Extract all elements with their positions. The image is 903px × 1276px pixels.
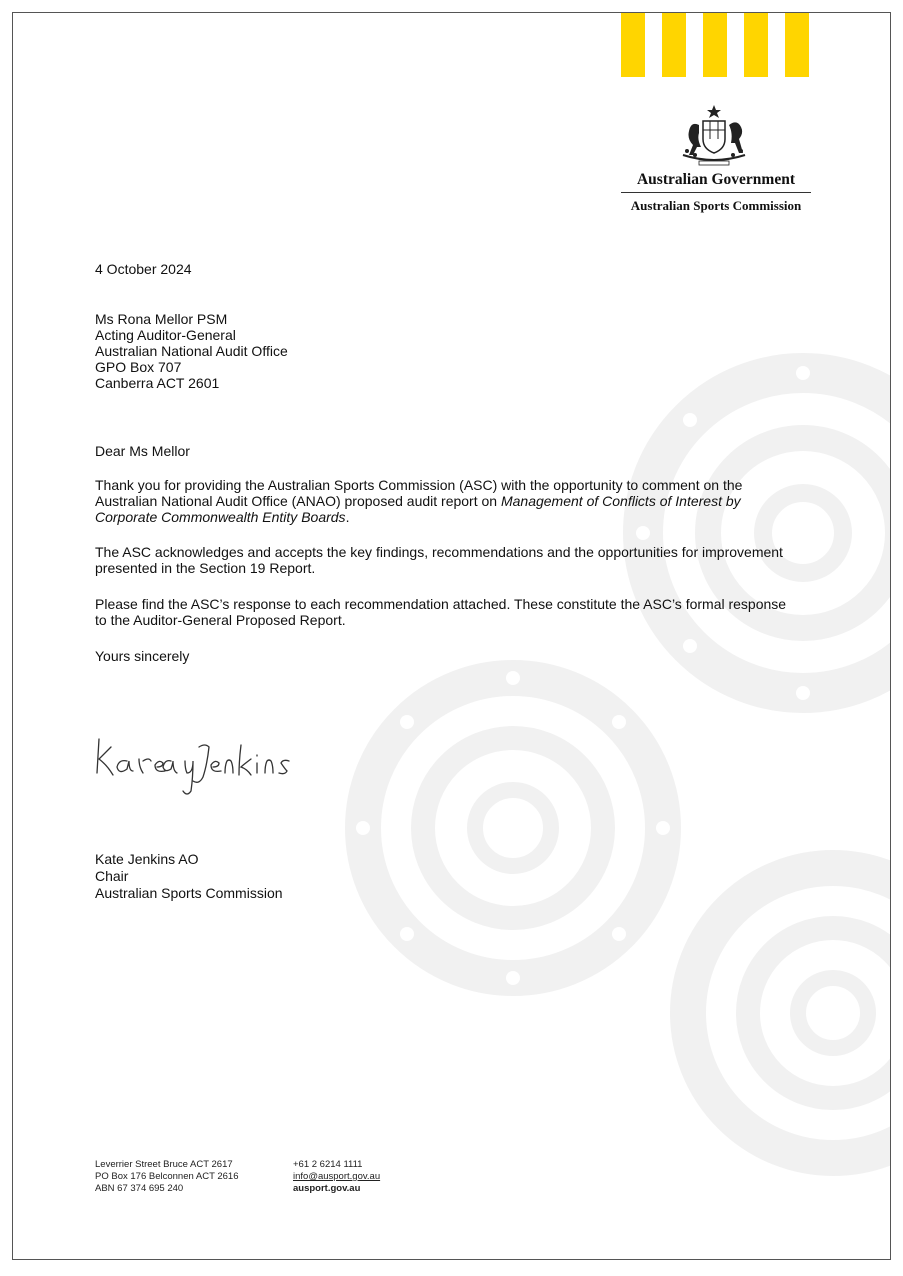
footer-po-box: PO Box 176 Belconnen ACT 2616: [95, 1171, 239, 1182]
recipient-po-box: GPO Box 707: [95, 359, 182, 375]
body-paragraph-1: [95, 477, 795, 525]
brand-stripe: [744, 13, 768, 77]
coat-of-arms-icon: [669, 103, 759, 171]
report-title: Management of Conflicts of Interest by Corporate Commonwealth Entity Boards: [95, 493, 741, 525]
footer-street: Leverrier Street Bruce ACT 2617: [95, 1159, 233, 1170]
recipient-name: Ms Rona Mellor PSM: [95, 311, 228, 327]
brand-stripe: [703, 13, 727, 77]
letter-page: [12, 12, 891, 1260]
recipient-title: Acting Auditor-General: [95, 327, 236, 343]
body-paragraph-2: The ASC acknowledges and accepts the key findings, recommendations and the opportunities for improvement presented in the Section 19 Report.: [95, 544, 783, 576]
footer-email-link[interactable]: info@ausport.gov.au: [293, 1171, 381, 1182]
signatory-name: Kate Jenkins AO: [95, 851, 199, 867]
recipient-city: Canberra ACT 2601: [95, 375, 220, 391]
paragraph-text: .: [345, 509, 350, 525]
footer-abn: ABN 67 374 695 240: [95, 1183, 184, 1194]
government-title: Australian Government: [636, 171, 795, 188]
salutation: Dear Ms Mellor: [95, 443, 190, 459]
body-paragraph-3: Please find the ASC’s response to each recommendation attached. These constitute the ASC’s formal response to the Auditor-General Proposed Report.: [95, 596, 787, 628]
brand-stripes: [621, 13, 811, 77]
footer-phone: +61 2 6214 1111: [293, 1159, 363, 1170]
signatory-title: Chair: [95, 868, 129, 884]
closing: Yours sincerely: [95, 648, 190, 664]
footer-address: [95, 1159, 238, 1195]
footer-contact: [293, 1159, 380, 1195]
agency-name: Australian Sports Commission: [630, 198, 802, 213]
paragraph-text: Thank you for providing the Australian Sports Commission (ASC) with the opportunity to comment on the Australian National Audit Office (ANAO) proposed audit report on: [95, 477, 743, 509]
brand-stripe: [785, 13, 809, 77]
letterhead-divider: [621, 192, 811, 193]
brand-stripe: [662, 13, 686, 77]
letter-date: 4 October 2024: [95, 261, 192, 277]
signatory-organisation: Australian Sports Commission: [95, 885, 283, 901]
footer-website[interactable]: ausport.gov.au: [293, 1183, 361, 1194]
brand-stripe: [621, 13, 645, 77]
handwritten-signature: [91, 725, 301, 805]
recipient-organisation: Australian National Audit Office: [95, 343, 288, 359]
